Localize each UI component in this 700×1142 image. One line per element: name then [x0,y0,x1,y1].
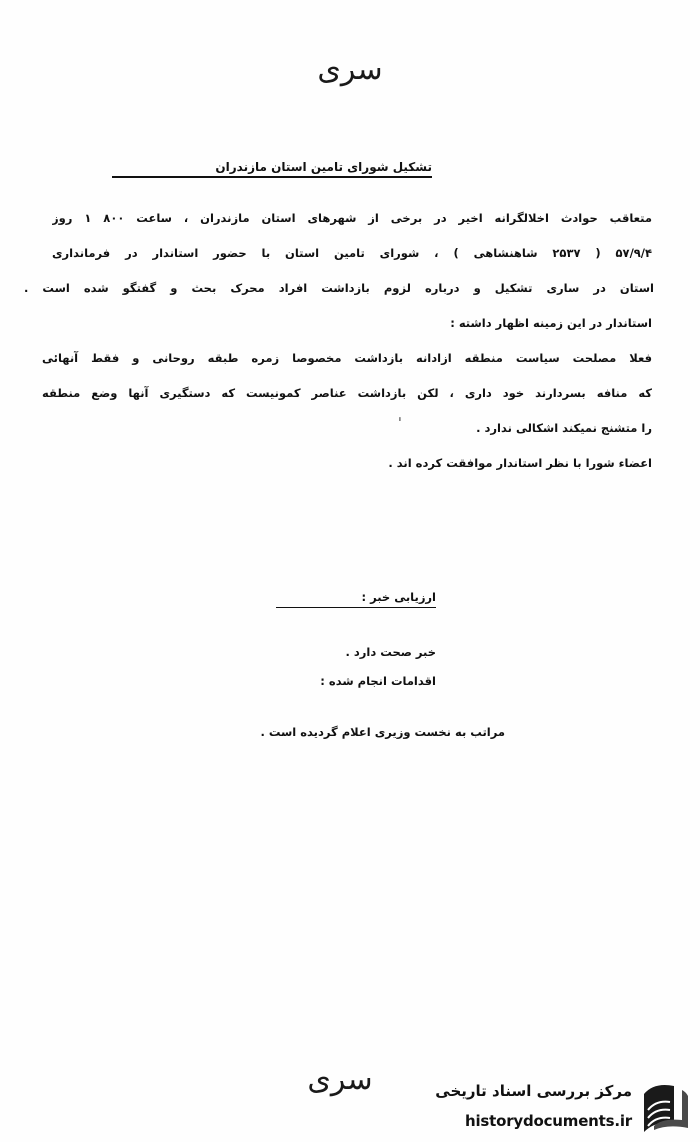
body-line: متعاقب حوادث اخلالگرانه اخیر در برخی از شهرهای استان مازندران ، ساعت ۸۰۰ ۱ روز [52,211,652,225]
handwritten-mark: ˈ [398,416,402,432]
document-title: تشکیل شورای تامین استان مازندران [112,160,432,178]
body-line: فعلا مصلحت سیاست منطقه ازادانه بازداشت مخصوصا زمره طبقه روحانی و فقط آنهائی [42,351,652,365]
archive-name: مرکز بررسی اسناد تاریخی [435,1082,632,1100]
evaluation-label: ارزیابی خبر : [276,590,436,608]
classification-top: سری [317,52,383,87]
archive-logo [402,1080,692,1136]
body-line: ۵۷/۹/۴ ( ۲۵۳۷ شاهنشاهی ) ، شورای تامین استان با حضور استاندار در فرمانداری [52,246,652,260]
actions-taken-label: اقدامات انجام شده : [320,674,436,688]
archive-website: historydocuments.ir [464,1112,632,1130]
news-validity-note: خبر صحت دارد . [345,645,436,659]
classification-bottom: سری [307,1062,373,1097]
body-line: اعضاء شورا با نظر استاندار موافقت کرده اند . [388,456,652,470]
document-center-logo-icon [640,1080,692,1136]
body-line: را متشنج نمیکند اشکالی ندارد . [476,421,652,435]
document-body [24,210,654,490]
body-line: که منافه بسردارند خود داری ، لکن بازداشت عناصر کمونیست که دستگیری آنها وضع منطقه [42,386,652,400]
body-line: استاندار در این زمینه اظهار داشته : [450,316,652,330]
body-line: استان در ساری تشکیل و درباره لزوم بازداشت افراد محرک بحث و گفتگو شده است . [24,281,654,295]
prime-minister-note: مراتب به نخست وزیری اعلام گردیده است . [260,725,505,739]
